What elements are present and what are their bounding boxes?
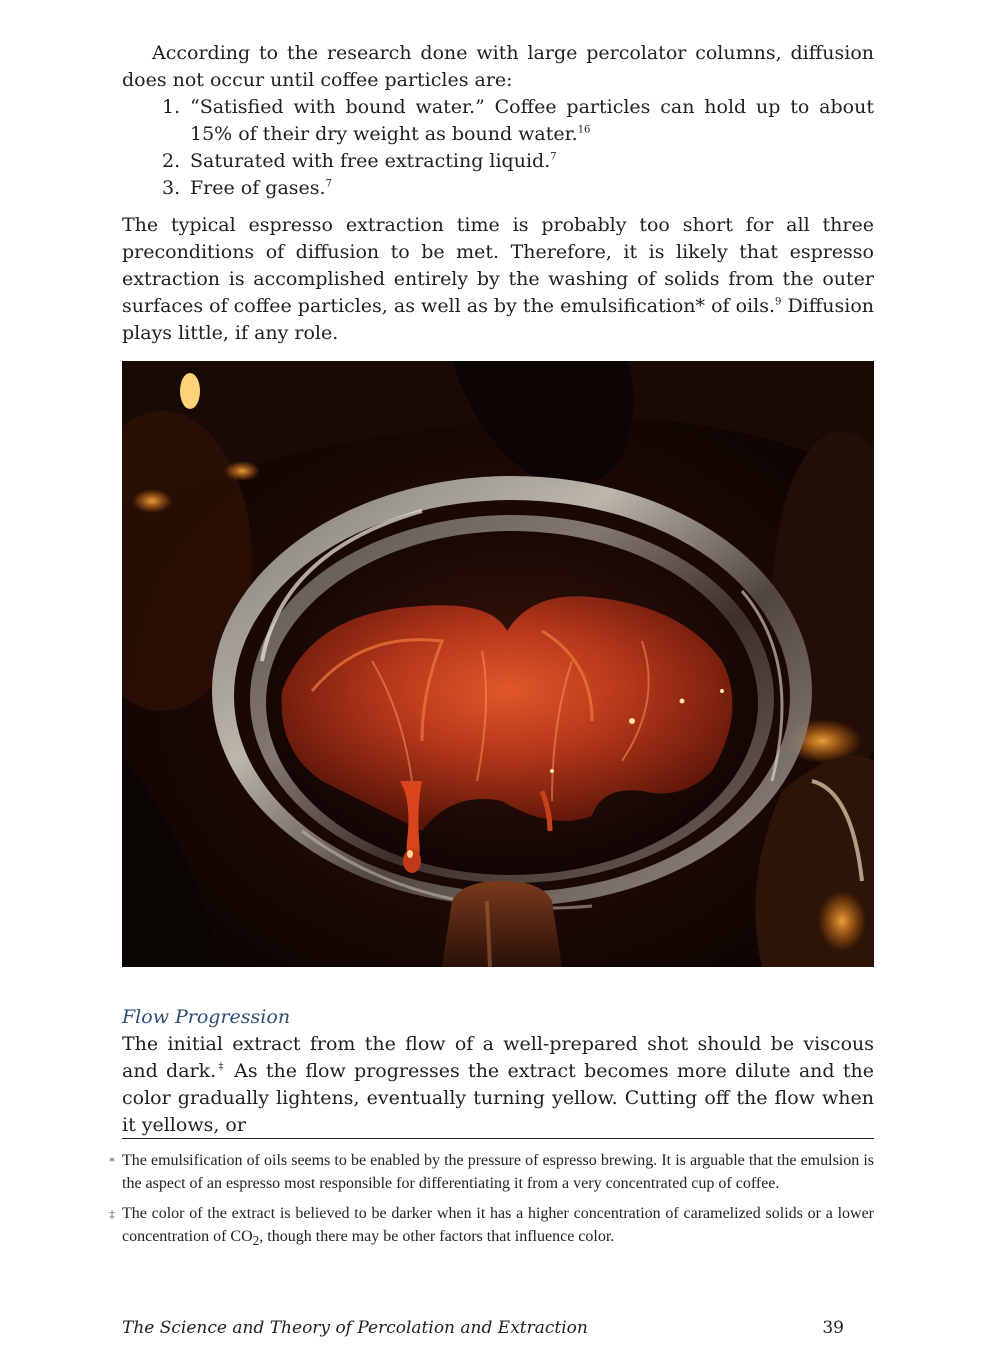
footnote [109,1203,874,1252]
section-heading: Flow Progression [122,1006,291,1028]
footnote-text-b: , though there may be other factors that influence color. [259,1227,615,1245]
paragraph-flow-text-a: The initial extract from the flow of a well-prepared shot should be viscous and dark. [122,1033,874,1082]
footnote-mark: * [109,1154,115,1168]
list-item [122,175,874,202]
footnote-text: The emulsification of oils seems to be enabled by the pressure of espresso brewing. It is arguable that the emulsion is the aspect of an espresso most responsible for differentiating it from a very concentrated cup of coffee. [122,1152,874,1192]
footnotes [109,1150,874,1260]
list-item-number: 3. [162,177,181,199]
paragraph-extraction-text-a: The typical espresso extraction time is probably too short for all three preconditions of diffusion to be met. Therefore, it is likely that espresso extraction is accomplished entirely by the washing of solids from the outer surfaces of coffee particles, as well as by the emulsification* of oils. [122,214,874,317]
citation-ref: 16 [577,124,591,136]
citation-ref: 7 [550,151,557,163]
footnote-divider [122,1138,874,1139]
paragraph-extraction-text-b: Diffusion plays little, if any role. [122,295,874,344]
paragraph-flow-text-b: As the flow progresses the extract becomes more dilute and the color gradually lightens, eventually turning yellow. Cutting off the flow when it yellows, or [122,1060,874,1136]
list-item-number: 1. [162,96,181,118]
footnote-subscript: 2 [252,1232,260,1248]
footnote-mark: ‡ [109,1207,115,1221]
footnote-ref: ‡ [216,1061,226,1073]
citation-ref: 9 [775,296,782,308]
diffusion-conditions-list [122,94,874,202]
espresso-portafilter-photo [122,361,874,967]
paragraph-intro-text: According to the research done with large percolator columns, diffusion does not occur until coffee particles are: [122,42,874,91]
paragraph-flow-progression [122,1031,874,1139]
espresso-portafilter-icon [122,361,874,967]
list-item [122,94,874,148]
page-number: 39 [822,1318,844,1338]
list-item [122,148,874,175]
list-item-text: Saturated with free extracting liquid. [190,150,551,172]
citation-ref: 7 [325,178,332,190]
list-item-text: Free of gases. [190,177,326,199]
running-title: The Science and Theory of Percolation and Extraction [122,1318,588,1338]
flow-progression-section [122,1004,874,1139]
body-text-top [122,40,874,347]
list-item-number: 2. [162,150,181,172]
list-item-text: “Satisfied with bound water.” Coffee particles can hold up to about 15% of their dry weight as bound water. [190,96,874,145]
footnote [109,1150,874,1195]
paragraph-extraction [122,212,874,347]
footnote-text-a: The color of the extract is believed to be darker when it has a higher concentration of caramelized solids or a lower concentration of CO [122,1205,874,1245]
paragraph-intro [122,40,874,94]
